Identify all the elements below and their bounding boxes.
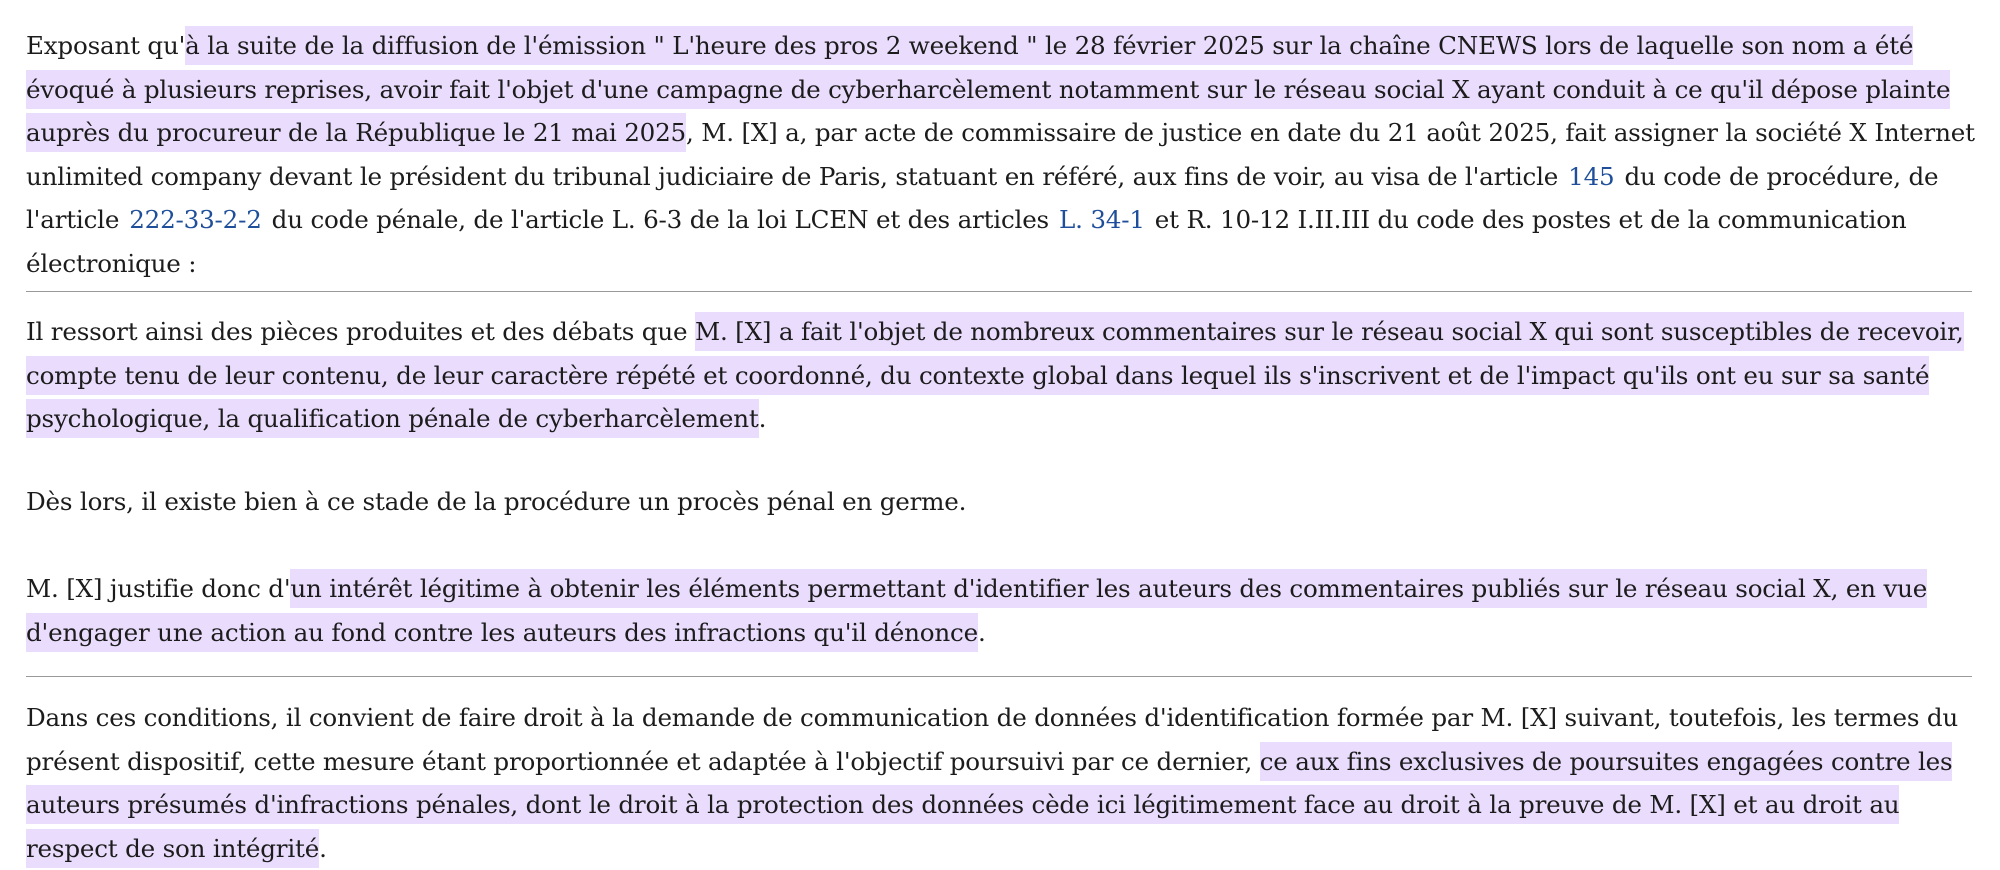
text-segment: . (977, 617, 986, 647)
link-article-145[interactable]: 145 (1568, 161, 1615, 191)
paragraph-conditions (26, 696, 1976, 870)
text-segment: Il ressort ainsi des pièces produites et des débats que (26, 317, 695, 346)
text-segment: M. [X] justifie donc d' (26, 574, 291, 603)
link-article-222-33-2-2[interactable]: 222-33-2-2 (129, 205, 262, 234)
text-segment: Dès lors, il existe bien à ce stade de la procédure un procès pénal en germe. (26, 487, 967, 516)
text-segment: Dans ces conditions, il convient de faire droit à la demande de communication de données d'identification formée par M. [X] suivant, toutefois, les termes du présent dispositif, cette mesure étant proportionnée et adaptée à l'objectif poursuivi par ce dernier, (26, 703, 1959, 776)
highlight: M. [X] a fait l'objet de nombreux commentaires sur le réseau social X qui sont susceptibles de recevoir, compte tenu de leur contenu, de leur caractère répété et coordonné, du contexte global dans lequel ils s'inscrivent et de l'impact qu'ils ont eu sur sa santé psychologique, la qualification pénale de cyberharcèlement (26, 312, 1964, 438)
highlight: un intérêt légitime à obtenir les éléments permettant d'identifier les auteurs des commentaires publiés sur le réseau social X, en vue d'engager une action au fond contre les auteurs des infractions qu'il dénonce (26, 569, 1927, 652)
link-article-l-34-1[interactable]: L. 34-1 (1058, 205, 1145, 234)
highlight: ce aux fins exclusives de poursuites engagées contre les auteurs présumés d'infractions pénales, dont le droit à la protection des données cède ici légitimement face au droit à la preuve de M. [X] et au droit au respect de son intégrité (26, 742, 1952, 868)
text-segment: du code pénale, de l'article L. 6-3 de la loi LCEN et des articles (271, 205, 1049, 234)
text-segment: et R. 10-12 I.II.III du code des postes et de la communication électronique : (26, 205, 1907, 278)
paragraph-interet-legitime (26, 567, 1976, 654)
text-segment: du code de procédure, de l'article (26, 161, 1939, 234)
paragraph-exposant (26, 24, 1976, 285)
text-segment: , M. [X] a, par acte de commissaire de justice en date du 21 août 2025, fait assigner la société X Internet unlimited company devant le président du tribunal judiciaire de Paris, statuant en référé, aux fins de voir, au visa de l'article (26, 118, 1975, 191)
divider (26, 291, 1972, 292)
text-segment: . (758, 404, 767, 433)
highlight: à la suite de la diffusion de l'émission " L'heure des pros 2 weekend " le 28 février 2025 sur la chaîne CNEWS lors de laquelle son nom a été évoqué à plusieurs reprises, avoir fait l'objet d'une campagne de cyberharcèlement notamment sur le réseau social X ayant conduit à ce qu'il dépose plainte auprès du procureur de la République le 21 mai 2025 (26, 26, 1950, 152)
text-segment: . (319, 833, 327, 863)
divider (26, 676, 1972, 677)
paragraph-pieces (26, 310, 1976, 441)
paragraph-proces-penal (26, 480, 966, 524)
text-segment: Exposant qu' (26, 31, 186, 60)
